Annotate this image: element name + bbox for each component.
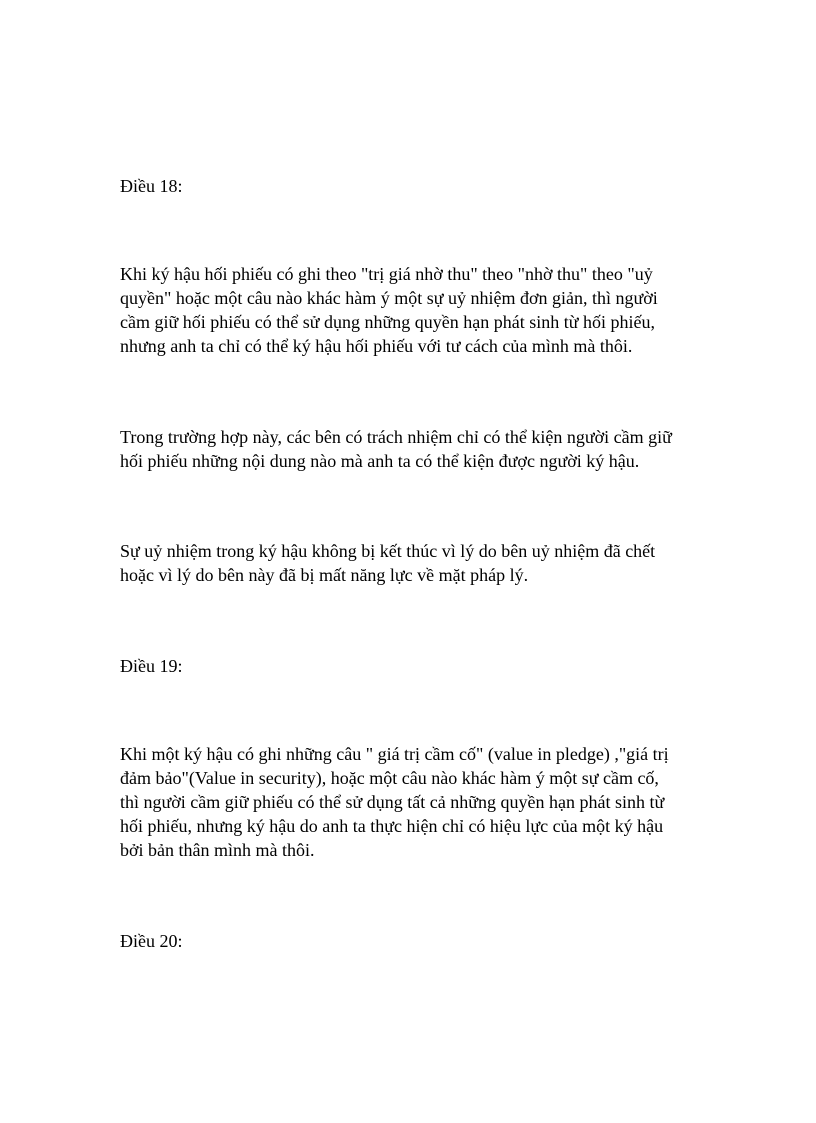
text-line: bởi bản thân mình mà thôi. — [120, 840, 315, 860]
text-line: Khi ký hậu hối phiếu có ghi theo "trị giá nhờ thu" theo "nhờ thu" theo "uỷ — [120, 264, 653, 284]
article-18-paragraph-1 — [120, 262, 710, 358]
text-line: Điều 20: — [120, 931, 183, 951]
article-18-paragraph-3 — [120, 539, 710, 587]
text-line: Sự uỷ nhiệm trong ký hậu không bị kết thúc vì lý do bên uỷ nhiệm đã chết — [120, 541, 656, 561]
text-line: Khi một ký hậu có ghi những câu " giá trị cầm cố" (value in pledge) ,"giá trị — [120, 744, 669, 764]
article-20-heading — [120, 929, 710, 953]
article-18-paragraph-2 — [120, 425, 710, 473]
text-line: nhưng anh ta chỉ có thể ký hậu hối phiếu với tư cách của mình mà thôi. — [120, 336, 633, 356]
text-line: hối phiếu những nội dung nào mà anh ta có thể kiện được người ký hậu. — [120, 451, 640, 471]
text-line: hối phiếu, nhưng ký hậu do anh ta thực hiện chỉ có hiệu lực của một ký hậu — [120, 816, 664, 836]
article-18-heading — [120, 174, 710, 198]
article-19-heading — [120, 654, 710, 678]
text-line: đảm bảo"(Value in security), hoặc một câu nào khác hàm ý một sự cầm cố, — [120, 768, 659, 788]
article-19-paragraph-1 — [120, 742, 710, 862]
text-line: Trong trường hợp này, các bên có trách nhiệm chỉ có thể kiện người cầm giữ — [120, 427, 672, 447]
text-line: thì người cầm giữ phiếu có thể sử dụng tất cả những quyền hạn phát sinh từ — [120, 792, 665, 812]
text-line: hoặc vì lý do bên này đã bị mất năng lực về mặt pháp lý. — [120, 565, 529, 585]
text-line: quyền" hoặc một câu nào khác hàm ý một sự uỷ nhiệm đơn giản, thì người — [120, 288, 658, 308]
text-line: cầm giữ hối phiếu có thể sử dụng những quyền hạn phát sinh từ hối phiếu, — [120, 312, 655, 332]
text-line: Điều 19: — [120, 656, 183, 676]
text-line: Điều 18: — [120, 176, 183, 196]
